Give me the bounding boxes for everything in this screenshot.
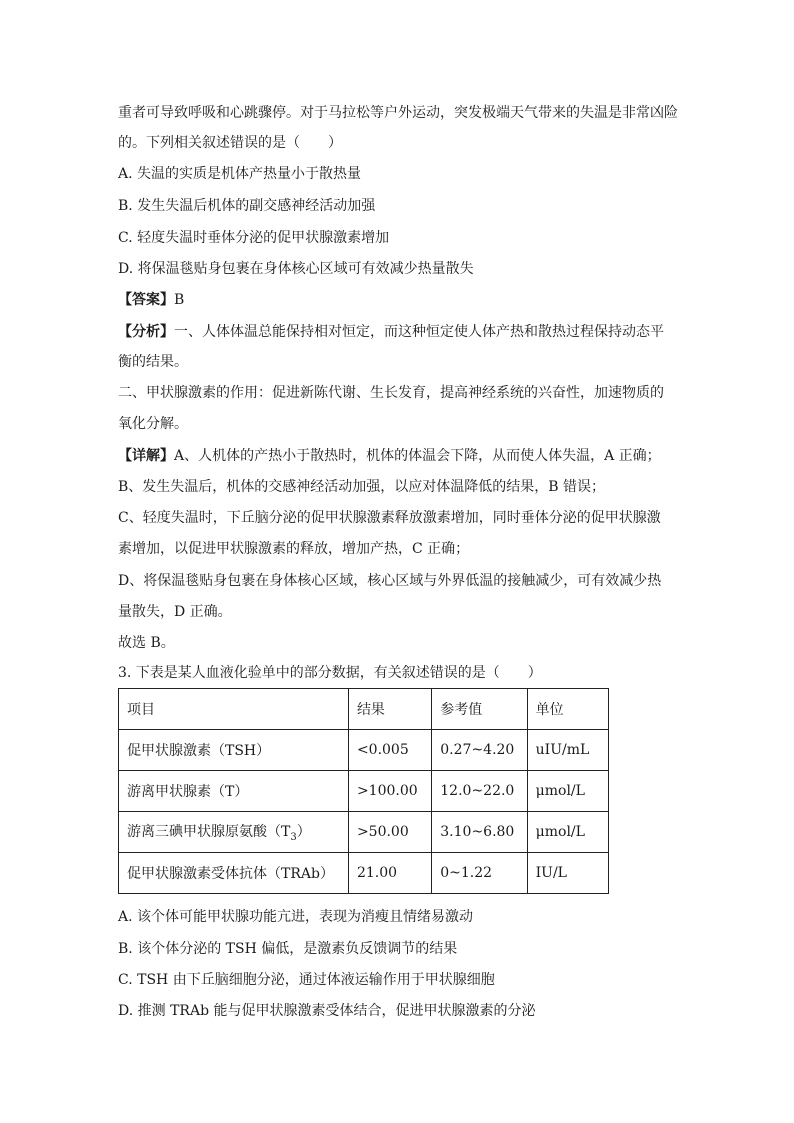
- table-row: [119, 812, 609, 853]
- detail-line: D、将保温毯贴身包裹在身体核心区域，核心区域与外界低温的接触减少，可有效减少热: [118, 573, 662, 589]
- detail-label: 【详解】: [118, 448, 174, 464]
- blood-test-table: [118, 688, 609, 894]
- option-b: B. 该个体分泌的 TSH 偏低，是激素负反馈调节的结果: [118, 941, 458, 957]
- table-cell-item: 游离三碘甲状腺原氨酸$(T_3)$: [119, 812, 349, 853]
- table-header-cell: 参考值: [432, 689, 527, 730]
- table-cell-result: <0.005: [348, 730, 431, 771]
- analysis-line: 氧化分解。: [118, 416, 188, 432]
- table-cell-unit: IU/L: [527, 853, 608, 894]
- analysis-line: 衡的结果。: [118, 354, 188, 370]
- table-header-row: [119, 689, 609, 730]
- table-cell-result: 21.00: [348, 853, 431, 894]
- option-c: C. 轻度失温时垂体分泌的促甲状腺激素增加: [118, 230, 390, 246]
- detail-line: C、轻度失温时，下丘脑分泌的促甲状腺激素释放激素增加，同时垂体分泌的促甲状腺激: [118, 510, 661, 526]
- table-header-cell: 项目: [119, 689, 349, 730]
- table-cell-unit: μmol/L: [527, 812, 608, 853]
- conclusion-line: 故选 B。: [118, 635, 175, 651]
- table-cell-reference: 3.10~6.80: [432, 812, 527, 853]
- option-d: D. 将保温毯贴身包裹在身体核心区域可有效减少热量散失: [118, 261, 474, 277]
- table-cell-unit: uIU/mL: [527, 730, 608, 771]
- table-cell-reference: 12.0~22.0: [432, 771, 527, 812]
- table-cell-item: 促甲状腺激素受体抗体（TRAb）: [119, 853, 349, 894]
- option-b: B. 发生失温后机体的副交感神经活动加强: [118, 198, 376, 214]
- detail-line: B、发生失温后，机体的交感神经活动加强，以应对体温降低的结果，B 错误；: [118, 479, 606, 495]
- question-stem-line: 的。下列相关叙述错误的是（ ）: [118, 135, 342, 151]
- table-row: [119, 771, 609, 812]
- answer-value: B: [174, 292, 185, 308]
- table-row: [119, 853, 609, 894]
- table-header-cell: 单位: [527, 689, 608, 730]
- answer-label: 【答案】: [118, 292, 174, 308]
- table-cell-reference: 0.27~4.20: [432, 730, 527, 771]
- analysis-label: 【分析】: [118, 324, 174, 340]
- analysis-line: 【分析】一、人体体温总能保持相对恒定，而这种恒定使人体产热和散热过程保持动态平: [118, 324, 664, 340]
- detail-line: 【详解】A、人机体的产热小于散热时，机体的体温会下降，从而使人体失温，A 正确；: [118, 448, 661, 464]
- table-cell-reference: 0~1.22: [432, 853, 527, 894]
- answer-line: [118, 290, 184, 310]
- option-a: A. 该个体可能甲状腺功能亢进，表现为消瘦且情绪易激动: [118, 909, 474, 925]
- detail-line: 素增加，以促进甲状腺激素的释放，增加产热，C 正确；: [118, 541, 470, 557]
- option-a: A. 失温的实质是机体产热量小于散热量: [118, 166, 362, 182]
- table-row: [119, 730, 609, 771]
- option-c: C. TSH 由下丘脑细胞分泌，通过体液运输作用于甲状腺细胞: [118, 972, 495, 988]
- table-cell-result: >100.00: [348, 771, 431, 812]
- table-cell-result: >50.00: [348, 812, 431, 853]
- table-cell-item: 促甲状腺激素（TSH）: [119, 730, 349, 771]
- table-header-cell: 结果: [348, 689, 431, 730]
- table-cell-unit: μmol/L: [527, 771, 608, 812]
- analysis-line: 二、甲状腺激素的作用：促进新陈代谢、生长发育，提高神经系统的兴奋性，加速物质的: [118, 385, 664, 401]
- question-3-stem: 3. 下表是某人血液化验单中的部分数据，有关叙述错误的是（ ）: [118, 665, 542, 681]
- detail-line: 量散失，D 正确。: [118, 604, 232, 620]
- option-d: D. 推测 TRAb 能与促甲状腺激素受体结合，促进甲状腺激素的分泌: [118, 1003, 536, 1019]
- table-cell-item: 游离甲状腺素（T）: [119, 771, 349, 812]
- paragraph-line: 重者可导致呼吸和心跳骤停。对于马拉松等户外运动，突发极端天气带来的失温是非常凶险: [118, 105, 678, 121]
